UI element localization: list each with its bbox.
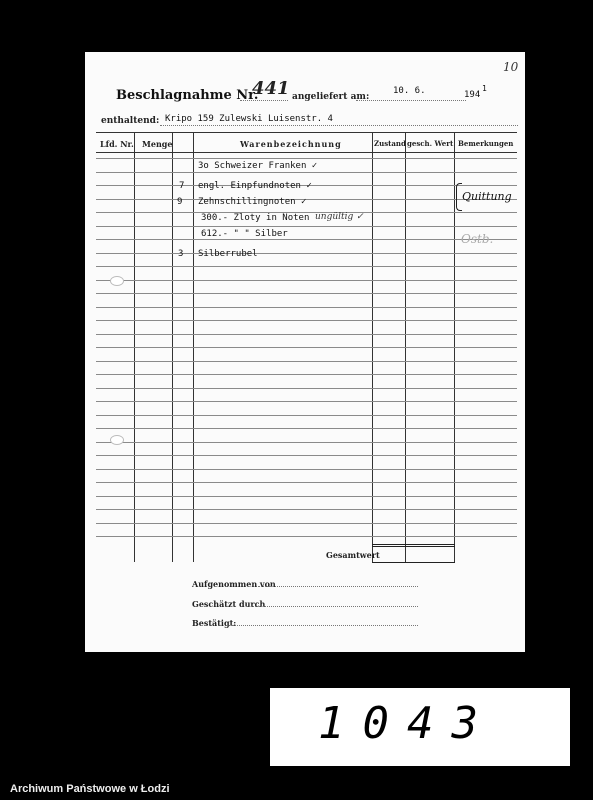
table-rule bbox=[96, 428, 517, 429]
item-description: Zehnschillingnoten ✓ bbox=[198, 197, 307, 207]
item-description: Silberrubel bbox=[198, 249, 258, 259]
table-rule bbox=[96, 280, 517, 281]
table-rule bbox=[96, 293, 517, 294]
column-header-wert: gesch. Wert bbox=[407, 139, 454, 148]
table-rule bbox=[96, 496, 517, 497]
appraised-by-line bbox=[246, 606, 418, 607]
recorded-by-label: Aufgenommen von bbox=[192, 579, 276, 589]
contains-label: enthaltend: bbox=[101, 116, 160, 126]
column-header-warenbezeichnung: Warenbezeichnung bbox=[240, 139, 342, 149]
table-rule bbox=[96, 388, 517, 389]
column-header-bemerkungen: Bemerkungen bbox=[458, 139, 514, 148]
punch-hole bbox=[110, 276, 124, 286]
table-rule bbox=[96, 455, 517, 456]
handwritten-remark: Quittung bbox=[462, 190, 512, 203]
table-rule bbox=[96, 172, 517, 173]
delivered-label: angeliefert am: bbox=[292, 92, 370, 102]
table-rule bbox=[96, 320, 517, 321]
column-header-menge: Menge bbox=[142, 139, 173, 149]
confirmed-label: Bestätigt: bbox=[192, 618, 237, 628]
table-rule bbox=[96, 307, 517, 308]
archive-number: 1043 bbox=[318, 698, 496, 749]
table-rule bbox=[96, 536, 517, 537]
table-rule bbox=[96, 401, 517, 402]
table-rule bbox=[96, 442, 517, 443]
item-description: 612.- " " Silber bbox=[201, 229, 288, 239]
table-rule bbox=[96, 361, 517, 362]
item-quantity: 7 bbox=[179, 181, 185, 191]
column-header-zustand: Zustand bbox=[374, 139, 406, 148]
table-rule bbox=[96, 509, 517, 510]
page-number: 10 bbox=[503, 60, 519, 74]
column-header-lfd-nr: Lfd. Nr. bbox=[100, 139, 134, 149]
handwritten-remark-faint: Ostb. bbox=[461, 232, 494, 246]
table-rule bbox=[96, 482, 517, 483]
handwritten-note-invalid: ungültig ✓ bbox=[315, 212, 364, 222]
table-rule bbox=[96, 199, 517, 200]
recorded-by-line bbox=[258, 586, 418, 587]
table-rule bbox=[96, 253, 517, 254]
punch-hole bbox=[110, 435, 124, 445]
table-rule bbox=[96, 334, 517, 335]
table-rule bbox=[96, 158, 517, 159]
appraised-by-label: Geschätzt durch bbox=[192, 599, 266, 609]
confirmed-line bbox=[226, 625, 418, 626]
archive-name: Archiwum Państwowe w Łodzi bbox=[10, 783, 170, 795]
table-rule bbox=[96, 469, 517, 470]
table-rule bbox=[96, 239, 517, 240]
table-rule bbox=[96, 415, 517, 416]
delivered-date: 10. 6. bbox=[393, 86, 426, 96]
table-rule bbox=[96, 523, 517, 524]
table-rule bbox=[96, 266, 517, 267]
total-label: Gesamtwert bbox=[326, 550, 380, 560]
table-rule bbox=[96, 347, 517, 348]
item-quantity: 9 bbox=[177, 197, 183, 207]
delivered-year-prefix: 194 bbox=[464, 90, 481, 100]
form-title-number: 441 bbox=[252, 78, 290, 99]
item-quantity: 3 bbox=[178, 249, 184, 259]
delivered-year-suffix: 1 bbox=[482, 84, 487, 93]
table-rule bbox=[96, 226, 517, 227]
table-rule bbox=[96, 374, 517, 375]
item-description: 3o Schweizer Franken ✓ bbox=[198, 161, 318, 171]
form-title-label: Beschlagnahme Nr. bbox=[116, 88, 259, 103]
item-description: 300.- Zloty in Noten bbox=[201, 213, 310, 223]
contains-value: Kripo 159 Zulewski Luisenstr. 4 bbox=[165, 114, 333, 124]
item-description: engl. Einpfundnoten ✓ bbox=[198, 181, 312, 191]
